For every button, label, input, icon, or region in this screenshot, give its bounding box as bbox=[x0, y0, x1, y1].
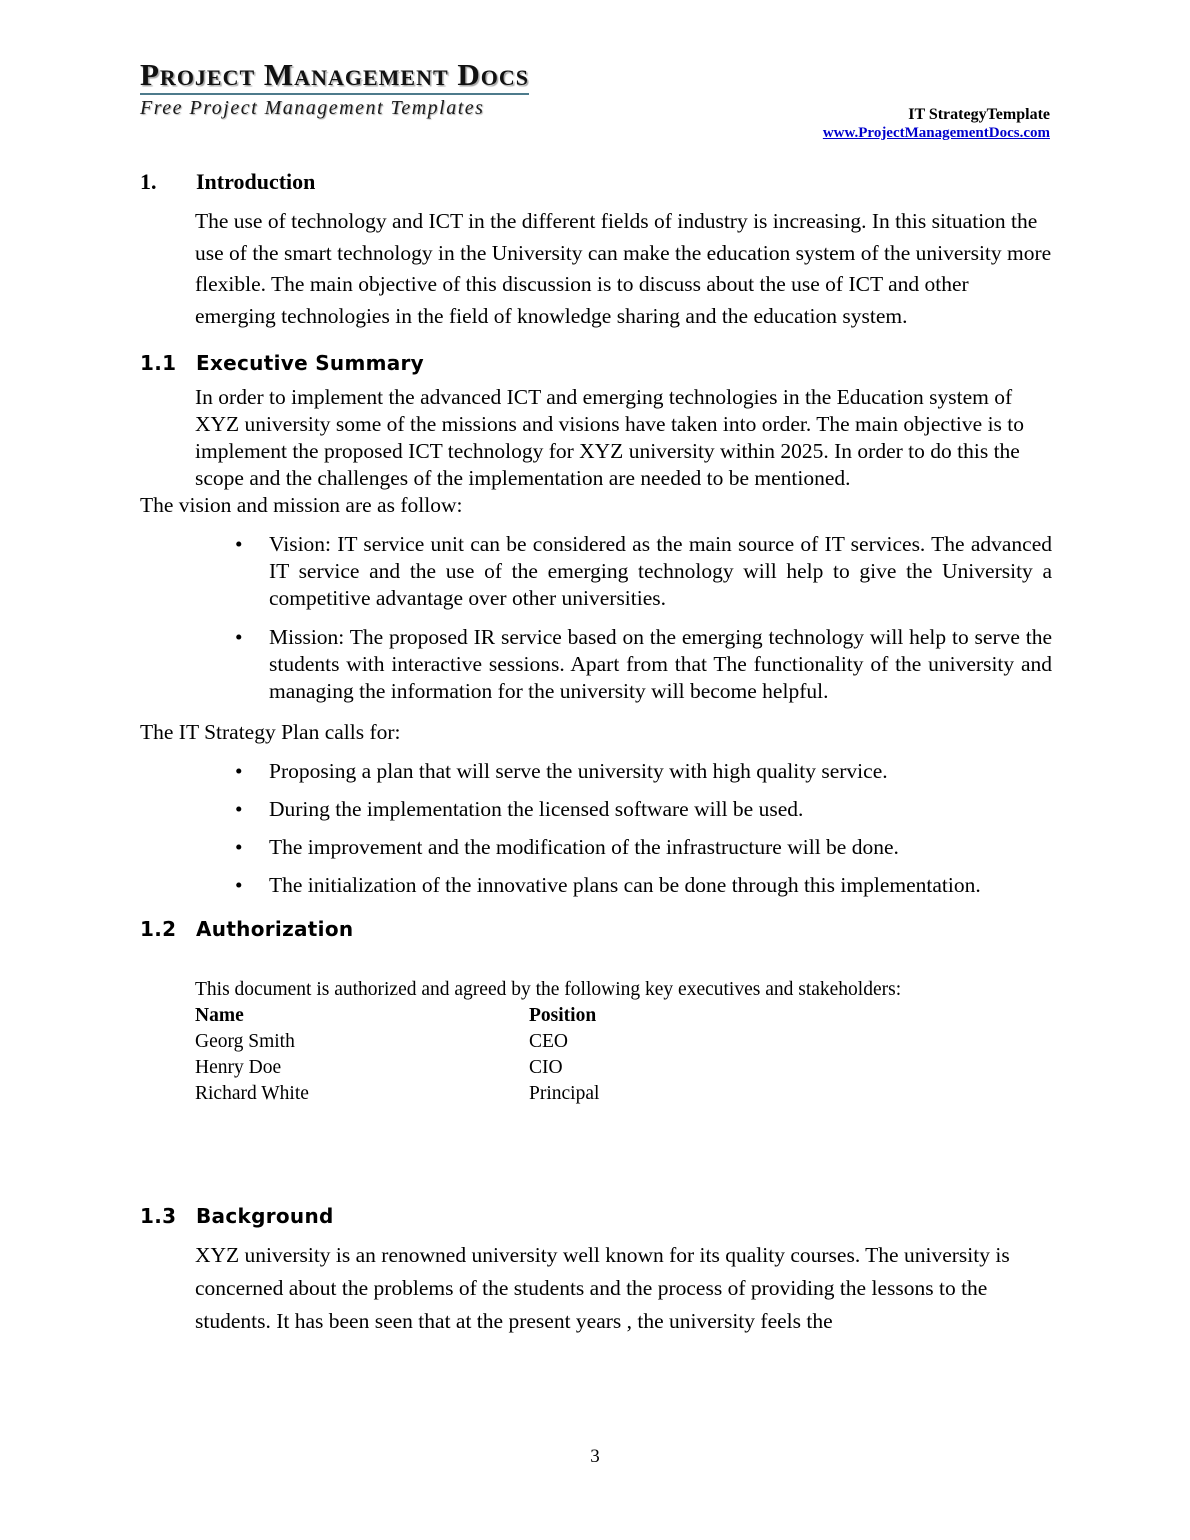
plan-leadin: The IT Strategy Plan calls for: bbox=[140, 720, 401, 745]
logo bbox=[140, 58, 529, 120]
section-title: Introduction bbox=[196, 169, 316, 194]
column-header-position: Position bbox=[529, 1005, 597, 1027]
column-header-name: Name bbox=[195, 1005, 244, 1027]
section-heading-executive-summary bbox=[140, 350, 1052, 376]
document-body bbox=[140, 168, 1052, 1338]
cell-position: CIO bbox=[529, 1057, 563, 1079]
cell-position: Principal bbox=[529, 1083, 600, 1105]
authorization-intro: This document is authorized and agreed by the following key executives and stakeholders: bbox=[195, 979, 902, 1001]
authorization-table bbox=[195, 1003, 599, 1107]
table-row bbox=[195, 1029, 599, 1055]
plan-list bbox=[233, 758, 1052, 899]
vision-mission-list bbox=[233, 531, 1052, 705]
executive-summary-paragraph: In order to implement the advanced ICT and emerging technologies in the Education system of XYZ university some of the missions and visions have taken into order. The main objective is to implement the proposed ICT technology for XYZ university within 2025. In order to do this the scope and the challenges of the implementation are needed to be mentioned. bbox=[195, 385, 1025, 491]
site-link[interactable]: www.ProjectManagementDocs.com bbox=[822, 125, 1050, 141]
list-item: • Proposing a plan that will serve the university with high quality service. bbox=[233, 758, 1052, 785]
cell-position: CEO bbox=[529, 1031, 568, 1053]
list-item: • Mission: The proposed IR service based on the emerging technology will help to serve the students with interactive sessions. Apart from that The functionality of the university and managing the information for the university will become helpful. bbox=[233, 624, 1052, 705]
logo-title: Project Management Docs bbox=[140, 58, 529, 95]
header-right bbox=[823, 106, 1050, 142]
background-paragraph: XYZ university is an renowned university well known for its quality courses. The university is concerned about the problems of the students and the process of providing the lessons to the students. It has been seen that at the present years , the university feels the bbox=[195, 1243, 1010, 1334]
vision-mission-leadin: The vision and mission are as follow: bbox=[140, 493, 463, 518]
section-number: 1.2 bbox=[140, 917, 177, 942]
introduction-paragraph: The use of technology and ICT in the different fields of industry is increasing. In this situation the use of the smart technology in the University can make the education system of the university more flexible. The main objective of this discussion is to discuss about the use of ICT and other emerging technologies in the field of knowledge sharing and the education system. bbox=[195, 209, 1052, 328]
section-title: Authorization bbox=[196, 917, 354, 942]
section-title: Background bbox=[196, 1204, 334, 1229]
table-row bbox=[195, 1055, 599, 1081]
section-number: 1. bbox=[140, 169, 157, 194]
list-item: • Vision: IT service unit can be considered as the main source of IT services. The advanced IT service and the use of the emerging technology will help to give the University a competitive advantage over other universities. bbox=[233, 531, 1052, 612]
section-number: 1.3 bbox=[140, 1204, 177, 1229]
table-header-row bbox=[195, 1003, 599, 1029]
section-heading-background bbox=[140, 1203, 1052, 1229]
section-heading-authorization bbox=[140, 916, 1052, 942]
cell-name: Georg Smith bbox=[195, 1031, 295, 1053]
cell-name: Richard White bbox=[195, 1083, 309, 1105]
list-item: • The initialization of the innovative plans can be done through this implementation. bbox=[233, 872, 1052, 899]
cell-name: Henry Doe bbox=[195, 1057, 282, 1079]
logo-tagline: Free Project Management Templates bbox=[140, 97, 485, 120]
list-item: • The improvement and the modification of the infrastructure will be done. bbox=[233, 834, 1052, 861]
page-number: 3 bbox=[590, 1446, 600, 1467]
section-heading-introduction bbox=[140, 168, 1052, 196]
doc-title: IT StrategyTemplate bbox=[908, 106, 1050, 123]
section-number: 1.1 bbox=[140, 351, 177, 376]
list-item: • During the implementation the licensed software will be used. bbox=[233, 796, 1052, 823]
table-row bbox=[195, 1081, 599, 1107]
section-title: Executive Summary bbox=[196, 351, 425, 376]
